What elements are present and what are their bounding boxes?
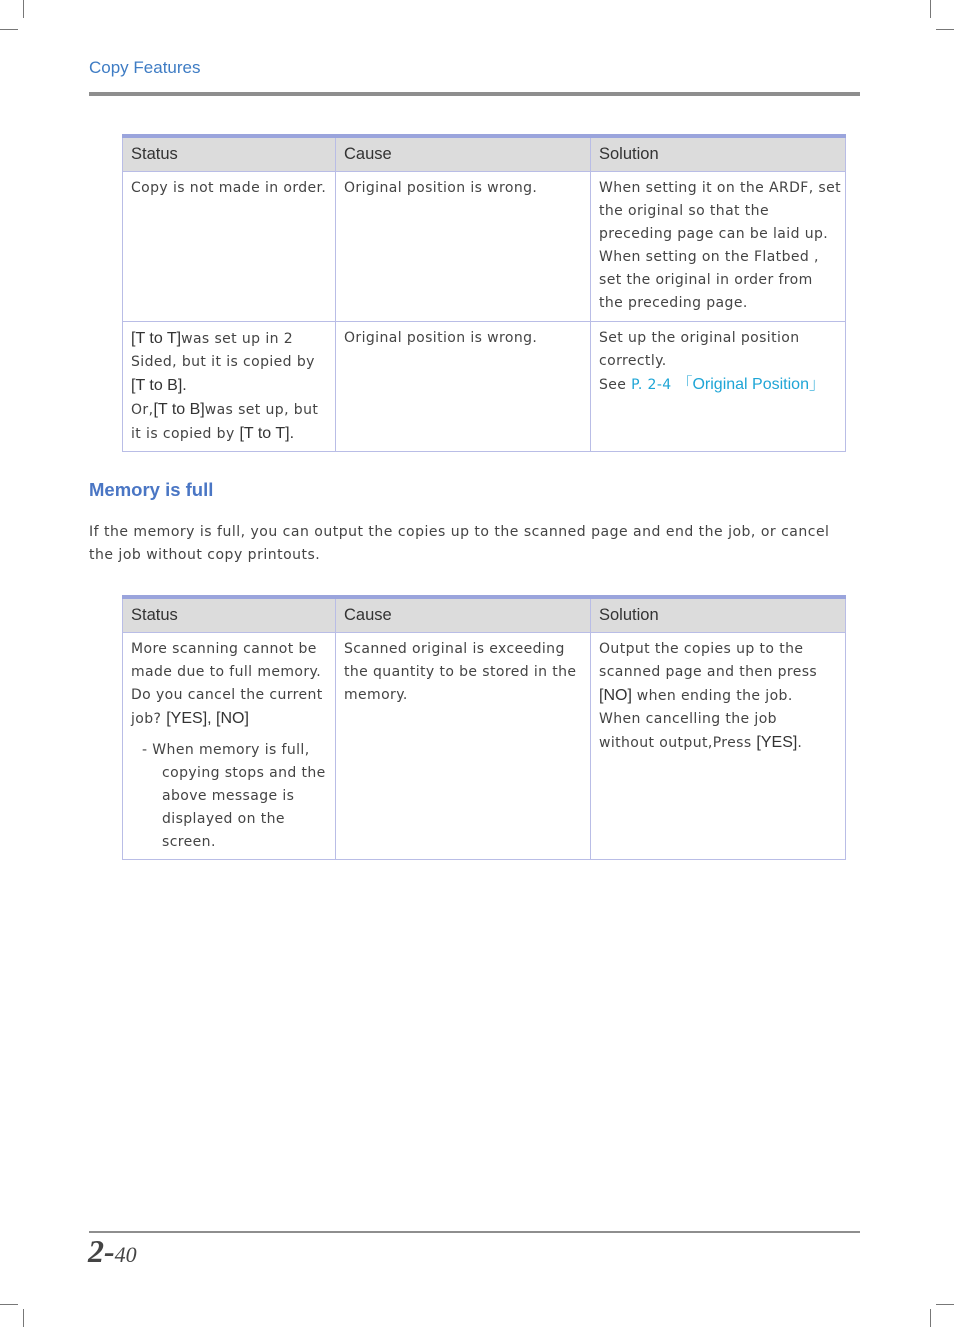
option-key: [T to B]	[153, 401, 205, 418]
troubleshoot-table-memory	[122, 595, 846, 860]
column-header-solution: Solution	[591, 136, 846, 172]
header-rule	[89, 92, 860, 96]
original-position-link[interactable]: 「Original Position」	[676, 376, 825, 393]
see-label: See	[599, 377, 632, 393]
cause-cell: Original position is wrong.	[336, 322, 591, 452]
page-reference-link[interactable]: P. 2-4	[631, 377, 672, 393]
solution-cell	[591, 322, 846, 452]
option-key: [T to B].	[131, 377, 187, 394]
crop-mark	[930, 1309, 931, 1327]
column-header-cause: Cause	[336, 136, 591, 172]
table-row	[123, 322, 846, 452]
column-header-cause: Cause	[336, 597, 591, 633]
crop-mark	[930, 0, 931, 18]
troubleshoot-table-order	[122, 134, 846, 452]
column-header-status: Status	[123, 597, 336, 633]
footer-rule	[89, 1231, 860, 1233]
status-note: - When memory is full, copying stops and the above message is displayed on the screen.	[142, 742, 326, 850]
solution-text: Output the copies up to the scanned page and then press	[599, 641, 818, 680]
solution-cell	[591, 633, 846, 860]
crop-mark	[0, 29, 18, 30]
crop-mark	[936, 1304, 954, 1305]
status-cell	[123, 633, 336, 860]
crop-mark	[23, 0, 24, 18]
status-text: was set up in 2 Sided, but it is copied by	[131, 331, 315, 370]
status-cell: Copy is not made in order.	[123, 172, 336, 322]
page-index: 40	[114, 1242, 137, 1267]
table-header-row	[123, 136, 846, 172]
option-key: [NO]	[599, 687, 632, 704]
section-title: Memory is full	[89, 479, 214, 500]
solution-text: when ending the job. When cancelling the job without output,Press	[599, 688, 793, 751]
option-key: [T to T].	[239, 425, 295, 442]
status-text: was set up, but it is copied by	[131, 402, 319, 442]
option-key: [YES], [NO]	[166, 710, 249, 727]
table-header-row	[123, 597, 846, 633]
option-key: [T to T]	[131, 330, 182, 347]
section-intro: If the memory is full, you can output the copies up to the scanned page and end the job, or cancel the job without copy printouts.	[89, 524, 830, 563]
chapter-number: 2-	[88, 1233, 115, 1269]
status-text: Or,	[131, 402, 154, 418]
column-header-status: Status	[123, 136, 336, 172]
solution-text: .	[797, 735, 803, 751]
cause-cell: Scanned original is exceeding the quantity to be stored in the memory.	[336, 633, 591, 860]
status-cell	[123, 322, 336, 452]
solution-text: Set up the original position correctly.	[599, 330, 800, 369]
crop-mark	[936, 29, 954, 30]
status-text: More scanning cannot be made due to full memory. Do you cancel the current job?	[131, 641, 323, 727]
option-key: [YES]	[756, 734, 798, 751]
table-row	[123, 633, 846, 860]
page-number	[88, 1233, 137, 1270]
crop-mark	[23, 1309, 24, 1327]
column-header-solution: Solution	[591, 597, 846, 633]
running-header: Copy Features	[89, 58, 201, 77]
crop-mark	[0, 1304, 18, 1305]
table-row	[123, 172, 846, 322]
cause-cell: Original position is wrong.	[336, 172, 591, 322]
solution-cell: When setting it on the ARDF, set the original so that the preceding page can be laid up. When setting on the Flatbed , set the original in order from the preceding page.	[591, 172, 846, 322]
